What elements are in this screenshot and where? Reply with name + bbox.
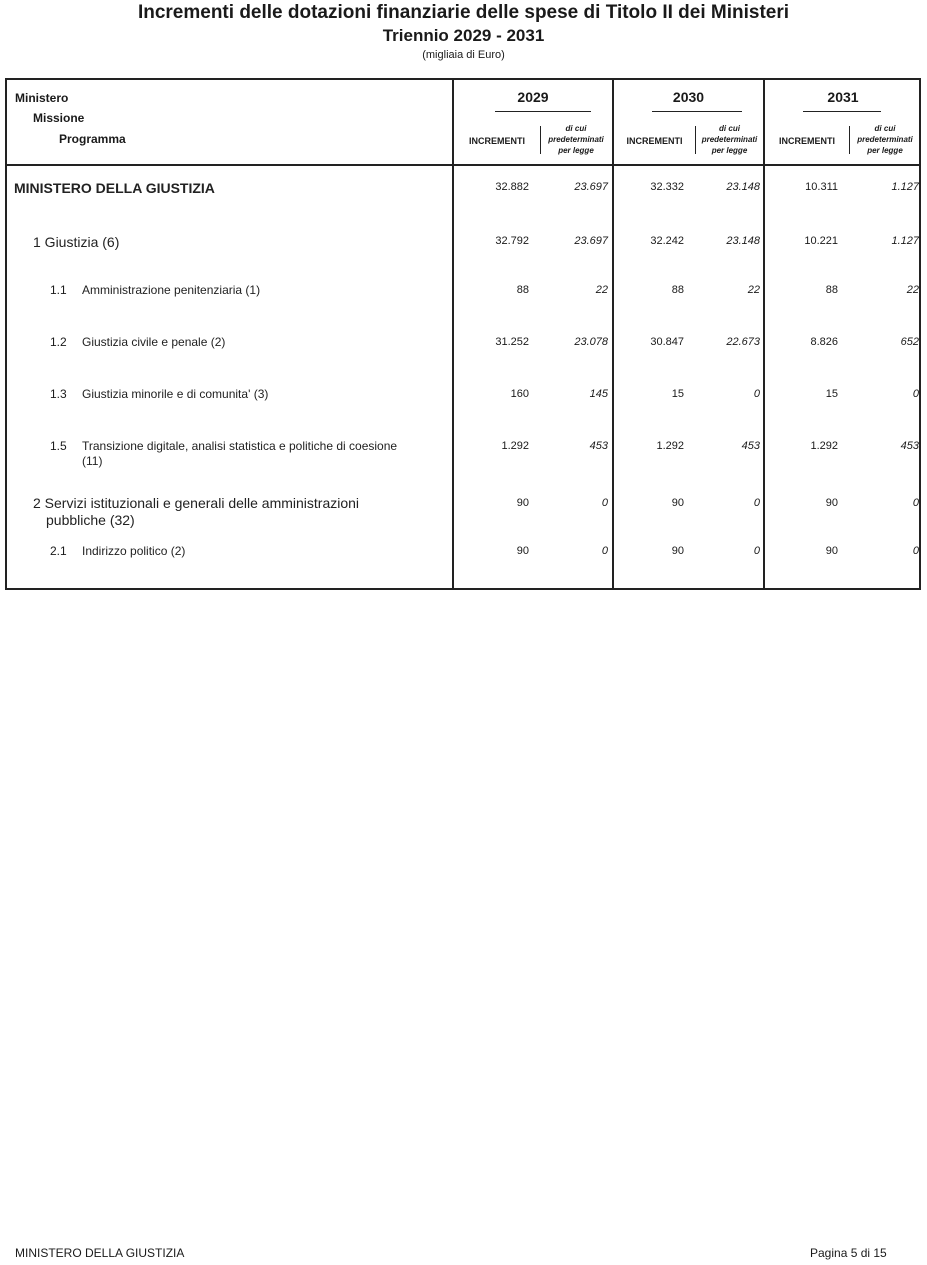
cell-dicui-2031: 652 [900, 336, 919, 348]
row-label: Indirizzo politico (2) [82, 544, 186, 558]
row-label: 1 Giustizia (6) [33, 234, 120, 250]
dicui-line2: predeterminati [548, 135, 604, 144]
cell-dicui-2030: 0 [753, 388, 760, 400]
col-incrementi: INCREMENTI [626, 136, 683, 146]
page-subtitle: Triennio 2029 - 2031 [382, 26, 545, 45]
dicui-line1: di cui [719, 124, 740, 133]
row-code: 1.2 [50, 335, 67, 349]
col-dicui [850, 123, 920, 156]
cell-dicui-2030: 23.148 [726, 181, 760, 193]
cell-incr-2030: 1.292 [656, 440, 684, 452]
cell-dicui-2029: 23.697 [574, 181, 608, 193]
cell-dicui-2031: 0 [912, 545, 919, 557]
cell-dicui-2029: 453 [589, 440, 608, 452]
cell-dicui-2029: 23.697 [574, 235, 608, 247]
footer-ministry: MINISTERO DELLA GIUSTIZIA [15, 1246, 185, 1260]
cell-dicui-2029: 22 [595, 284, 608, 296]
col-dicui [541, 123, 611, 156]
dicui-line3: per legge [711, 146, 748, 155]
cell-dicui-2031: 453 [900, 440, 919, 452]
col-incrementi: INCREMENTI [469, 136, 525, 146]
cell-incr-2029: 32.792 [495, 235, 529, 247]
row-label: Giustizia civile e penale (2) [82, 335, 226, 349]
row-label-line1: Transizione digitale, analisi statistica e politiche di coesione [82, 439, 398, 453]
cell-dicui-2031: 1.127 [891, 235, 919, 247]
row-code: 1.5 [50, 439, 67, 453]
cell-incr-2031: 1.292 [810, 440, 838, 452]
cell-incr-2031: 10.221 [804, 235, 838, 247]
cell-dicui-2030: 0 [753, 545, 760, 557]
col-dicui [696, 123, 763, 156]
row-label-line2: pubbliche (32) [46, 512, 135, 528]
cell-incr-2031: 15 [825, 388, 838, 400]
cell-incr-2029: 88 [516, 284, 529, 296]
header-ministero: Ministero [15, 91, 69, 105]
cell-incr-2031: 90 [825, 497, 838, 509]
page-number: Pagina 5 di 15 [810, 1246, 887, 1260]
cell-dicui-2029: 145 [589, 388, 608, 400]
cell-incr-2030: 32.242 [650, 235, 684, 247]
col-incrementi: INCREMENTI [779, 136, 835, 146]
unit-note: (migliaia di Euro) [422, 49, 505, 61]
cell-dicui-2030: 0 [753, 497, 760, 509]
year-underline [652, 111, 742, 112]
row-code: 1.3 [50, 387, 67, 401]
cell-incr-2030: 30.847 [650, 336, 684, 348]
cell-dicui-2029: 0 [601, 545, 608, 557]
cell-dicui-2031: 22 [906, 284, 919, 296]
dicui-line1: di cui [874, 124, 896, 133]
cell-incr-2029: 160 [510, 388, 529, 400]
row-code: 2.1 [50, 544, 67, 558]
cell-incr-2029: 32.882 [495, 181, 529, 193]
header-programma: Programma [59, 132, 126, 146]
cell-dicui-2030: 22.673 [726, 336, 760, 348]
header-divider [7, 164, 919, 166]
cell-incr-2031: 10.311 [805, 181, 838, 193]
cell-incr-2031: 8.826 [810, 336, 838, 348]
cell-dicui-2031: 0 [912, 497, 919, 509]
cell-incr-2031: 90 [825, 545, 838, 557]
cell-incr-2030: 90 [671, 545, 684, 557]
cell-dicui-2030: 22 [747, 284, 760, 296]
dicui-line3: per legge [558, 146, 594, 155]
cell-incr-2029: 90 [516, 497, 529, 509]
cell-incr-2029: 90 [516, 545, 529, 557]
page-title: Incrementi delle dotazioni finanziarie delle spese di Titolo II dei Ministeri [137, 2, 790, 23]
year-2030: 2030 [672, 89, 705, 105]
column-divider [452, 80, 454, 588]
cell-dicui-2030: 23.148 [726, 235, 760, 247]
cell-dicui-2029: 23.078 [574, 336, 608, 348]
cell-incr-2031: 88 [825, 284, 838, 296]
cell-incr-2029: 31.252 [495, 336, 529, 348]
column-divider [763, 80, 765, 588]
dicui-line2: predeterminati [857, 135, 913, 144]
dicui-line3: per legge [867, 146, 903, 155]
cell-dicui-2030: 453 [741, 440, 760, 452]
cell-dicui-2031: 0 [912, 388, 919, 400]
year-2031: 2031 [827, 89, 859, 105]
cell-incr-2030: 90 [671, 497, 684, 509]
year-underline [495, 111, 591, 112]
cell-dicui-2029: 0 [601, 497, 608, 509]
year-underline [803, 111, 881, 112]
row-label-line1: 2 Servizi istituzionali e generali delle amministrazioni [33, 495, 360, 511]
year-2029: 2029 [517, 89, 549, 105]
dicui-line2: predeterminati [701, 135, 758, 144]
column-divider [612, 80, 614, 588]
row-label-line2: (11) [82, 454, 103, 468]
row-code: 1.1 [50, 283, 67, 297]
row-label: Amministrazione penitenziaria (1) [82, 283, 261, 297]
cell-incr-2030: 32.332 [650, 181, 684, 193]
row-label: MINISTERO DELLA GIUSTIZIA [14, 180, 215, 196]
header-missione: Missione [33, 111, 85, 125]
row-label: Giustizia minorile e di comunita' (3) [82, 387, 269, 401]
dicui-line1: di cui [565, 124, 587, 133]
budget-table [5, 78, 921, 590]
cell-incr-2030: 88 [671, 284, 684, 296]
cell-incr-2030: 15 [671, 388, 684, 400]
cell-incr-2029: 1.292 [501, 440, 529, 452]
cell-dicui-2031: 1.127 [891, 181, 919, 193]
